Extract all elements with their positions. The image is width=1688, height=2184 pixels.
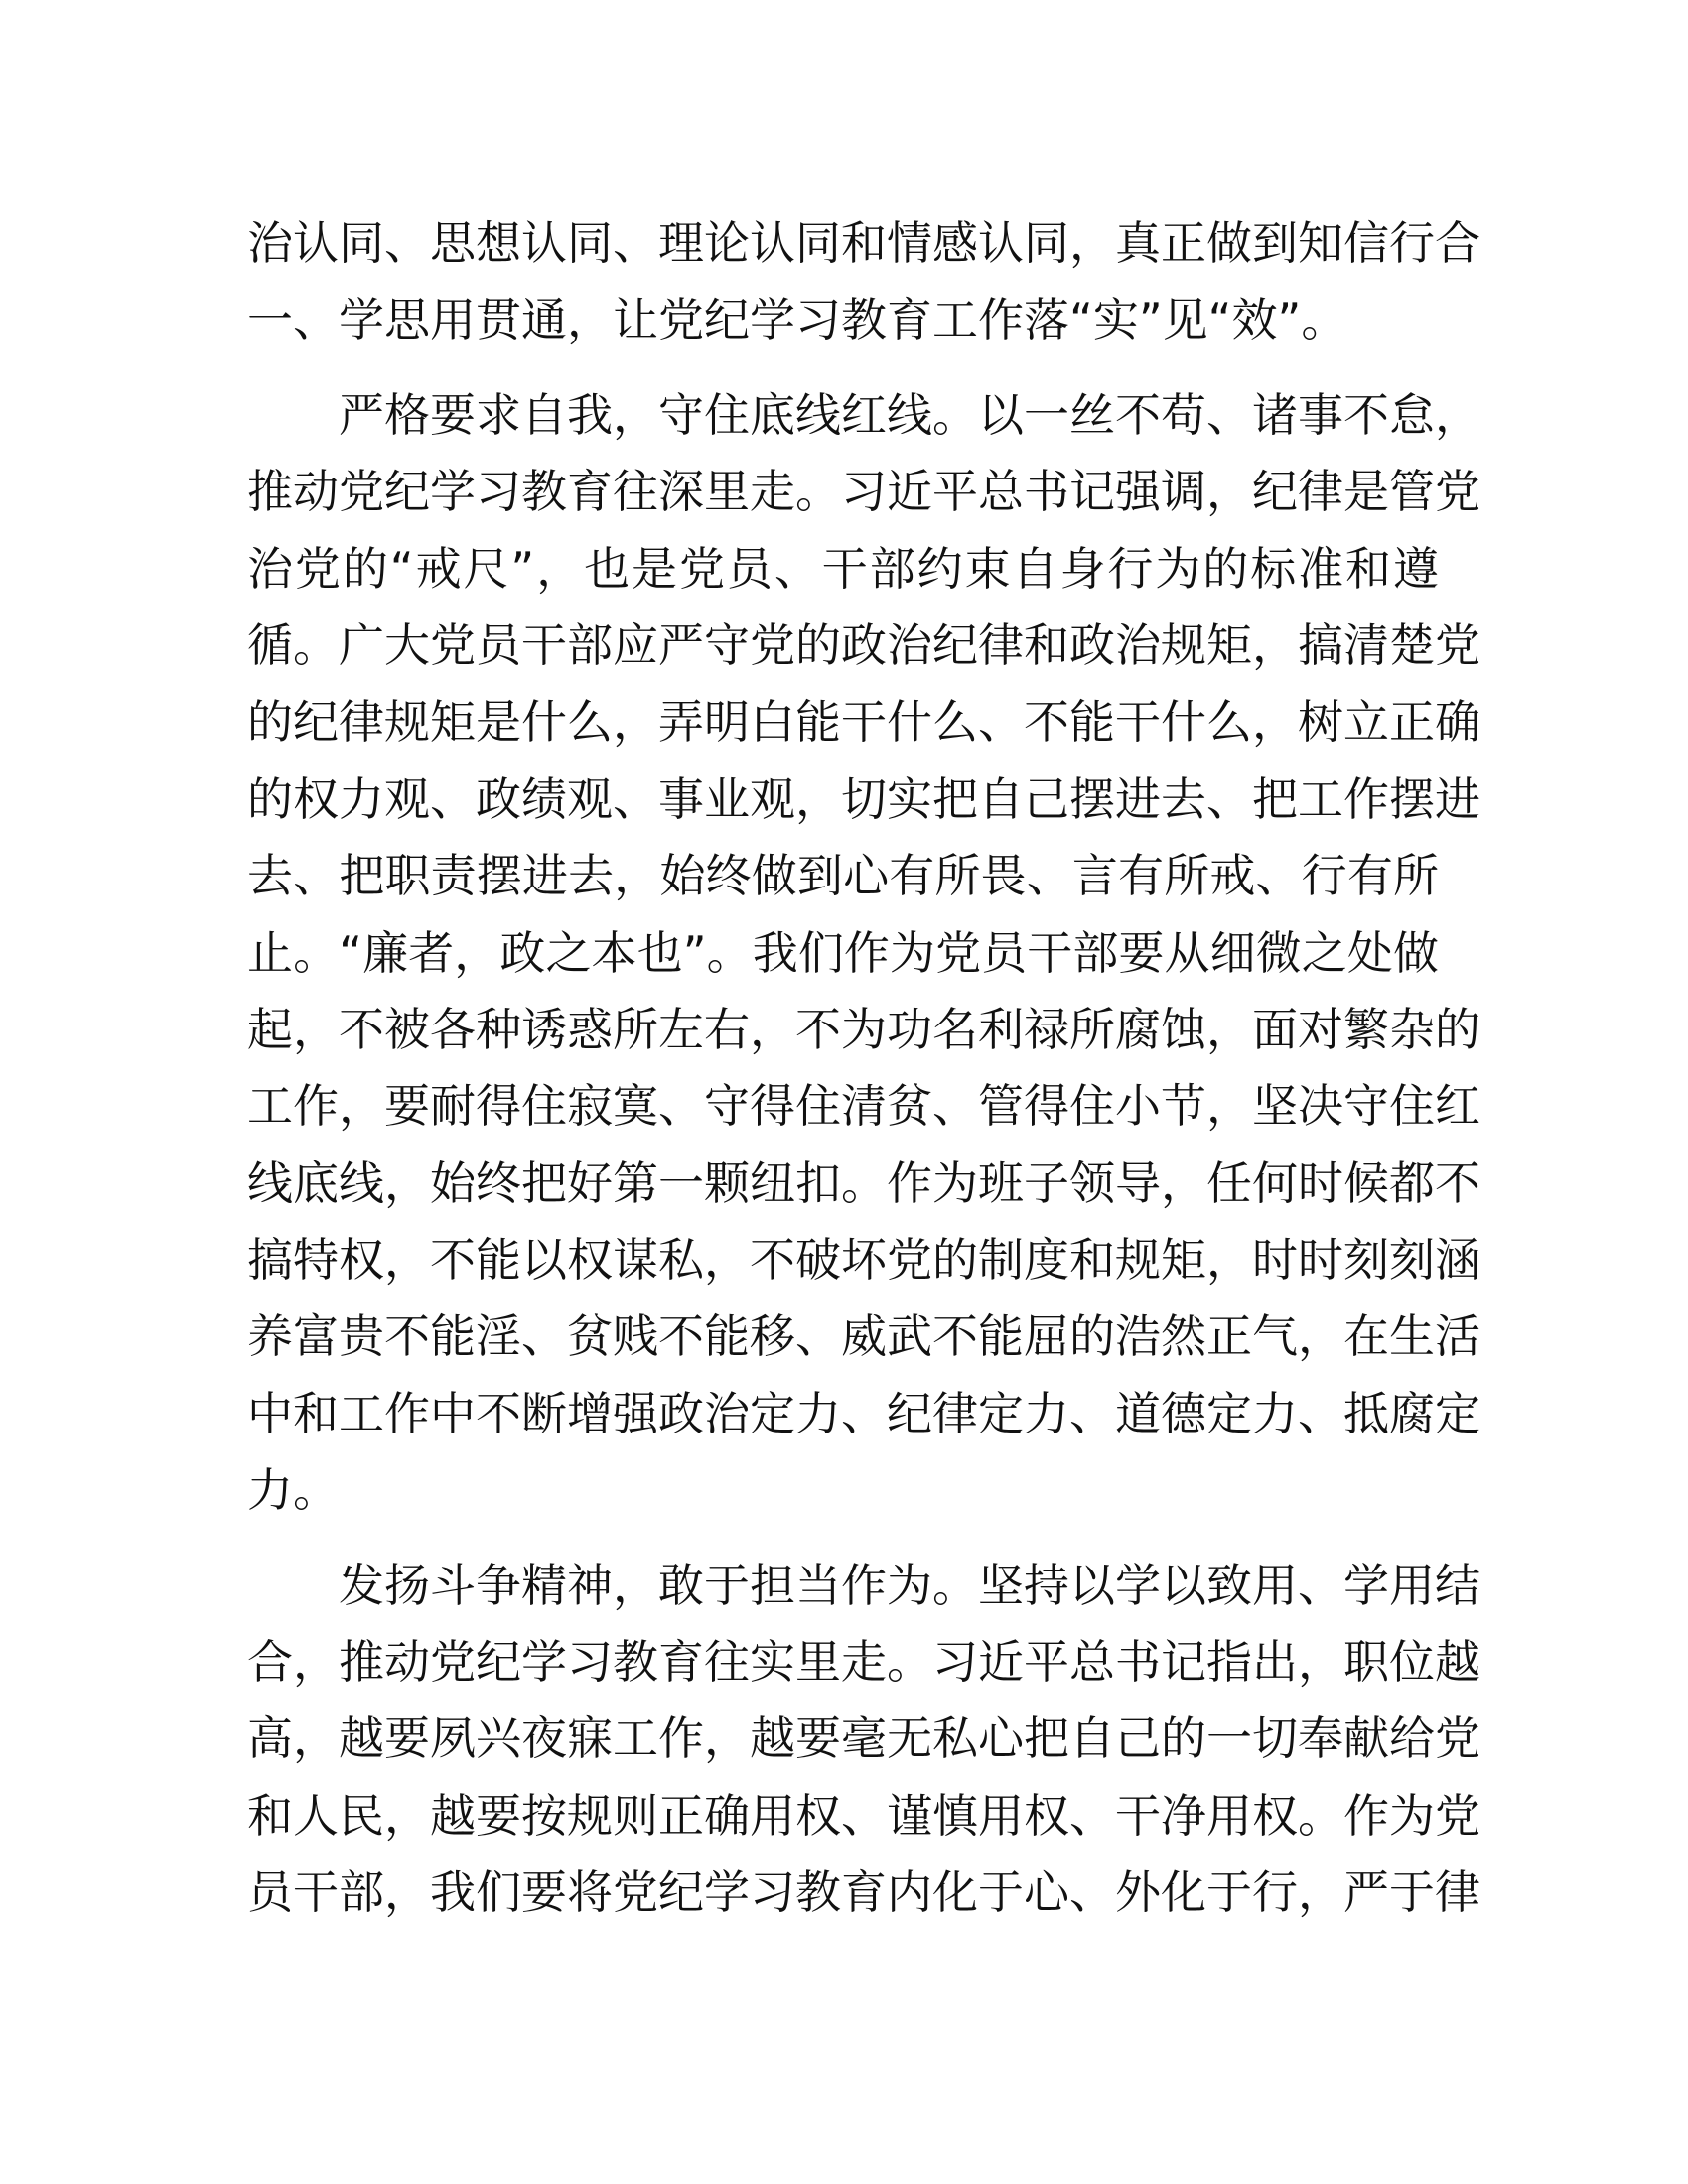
text-line: 的权力观、政绩观、事业观，切实把自己摆进去、把工作摆进 — [247, 771, 1480, 826]
text-line: 力。 — [247, 1463, 339, 1518]
text-line: 止。“廉者，政之本也”。我们作为党员干部要从细微之处做 — [247, 925, 1439, 980]
paragraph-spacer — [247, 359, 1439, 377]
paragraph-2 — [247, 377, 1480, 1530]
text-line: 搞特权，不能以权谋私，不破坏党的制度和规矩，时时刻刻涵 — [247, 1233, 1480, 1288]
paragraph-1 — [247, 205, 1480, 359]
text-line: 严格要求自我，守住底线红线。以一丝不苟、诸事不怠， — [339, 387, 1480, 442]
text-line: 高，越要夙兴夜寐工作，越要毫无私心把自己的一切奉献给党 — [247, 1711, 1480, 1766]
text-line: 的纪律规矩是什么，弄明白能干什么、不能干什么，树立正确 — [247, 695, 1480, 750]
text-line: 治党的“戒尺”，也是党员、干部约束自身行为的标准和遵 — [247, 541, 1439, 596]
text-line: 和人民，越要按规则正确用权、谨慎用权、干净用权。作为党 — [247, 1788, 1480, 1843]
text-line: 去、把职责摆进去，始终做到心有所畏、言有所戒、行有所 — [247, 849, 1439, 903]
text-line: 治认同、思想认同、理论认同和情感认同，真正做到知信行合 — [247, 216, 1480, 270]
paragraph-spacer — [247, 1530, 1439, 1548]
text-line: 养富贵不能淫、贫贱不能移、威武不能屈的浩然正气，在生活 — [247, 1309, 1480, 1364]
paragraph-3 — [247, 1548, 1480, 1932]
text-line: 线底线，始终把好第一颗纽扣。作为班子领导，任何时候都不 — [247, 1156, 1480, 1210]
text-line: 合，推动党纪学习教育往实里走。习近平总书记指出，职位越 — [247, 1635, 1480, 1690]
text-line: 工作，要耐得住寂寞、守得住清贫、管得住小节，坚决守住红 — [247, 1079, 1480, 1134]
document-body — [247, 205, 1480, 1932]
text-line: 一、学思用贯通，让党纪学习教育工作落“实”见“效”。 — [247, 293, 1347, 347]
text-line: 循。广大党员干部应严守党的政治纪律和政治规矩，搞清楚党 — [247, 617, 1480, 672]
text-line: 中和工作中不断增强政治定力、纪律定力、道德定力、抵腐定 — [247, 1386, 1480, 1440]
text-line: 起，不被各种诱惑所左右，不为功名利禄所腐蚀，面对繁杂的 — [247, 1002, 1480, 1056]
text-line: 推动党纪学习教育往深里走。习近平总书记强调，纪律是管党 — [247, 465, 1480, 519]
text-line: 员干部，我们要将党纪学习教育内化于心、外化于行，严于律 — [247, 1865, 1480, 1920]
text-line: 发扬斗争精神，敢于担当作为。坚持以学以致用、学用结 — [339, 1558, 1480, 1612]
